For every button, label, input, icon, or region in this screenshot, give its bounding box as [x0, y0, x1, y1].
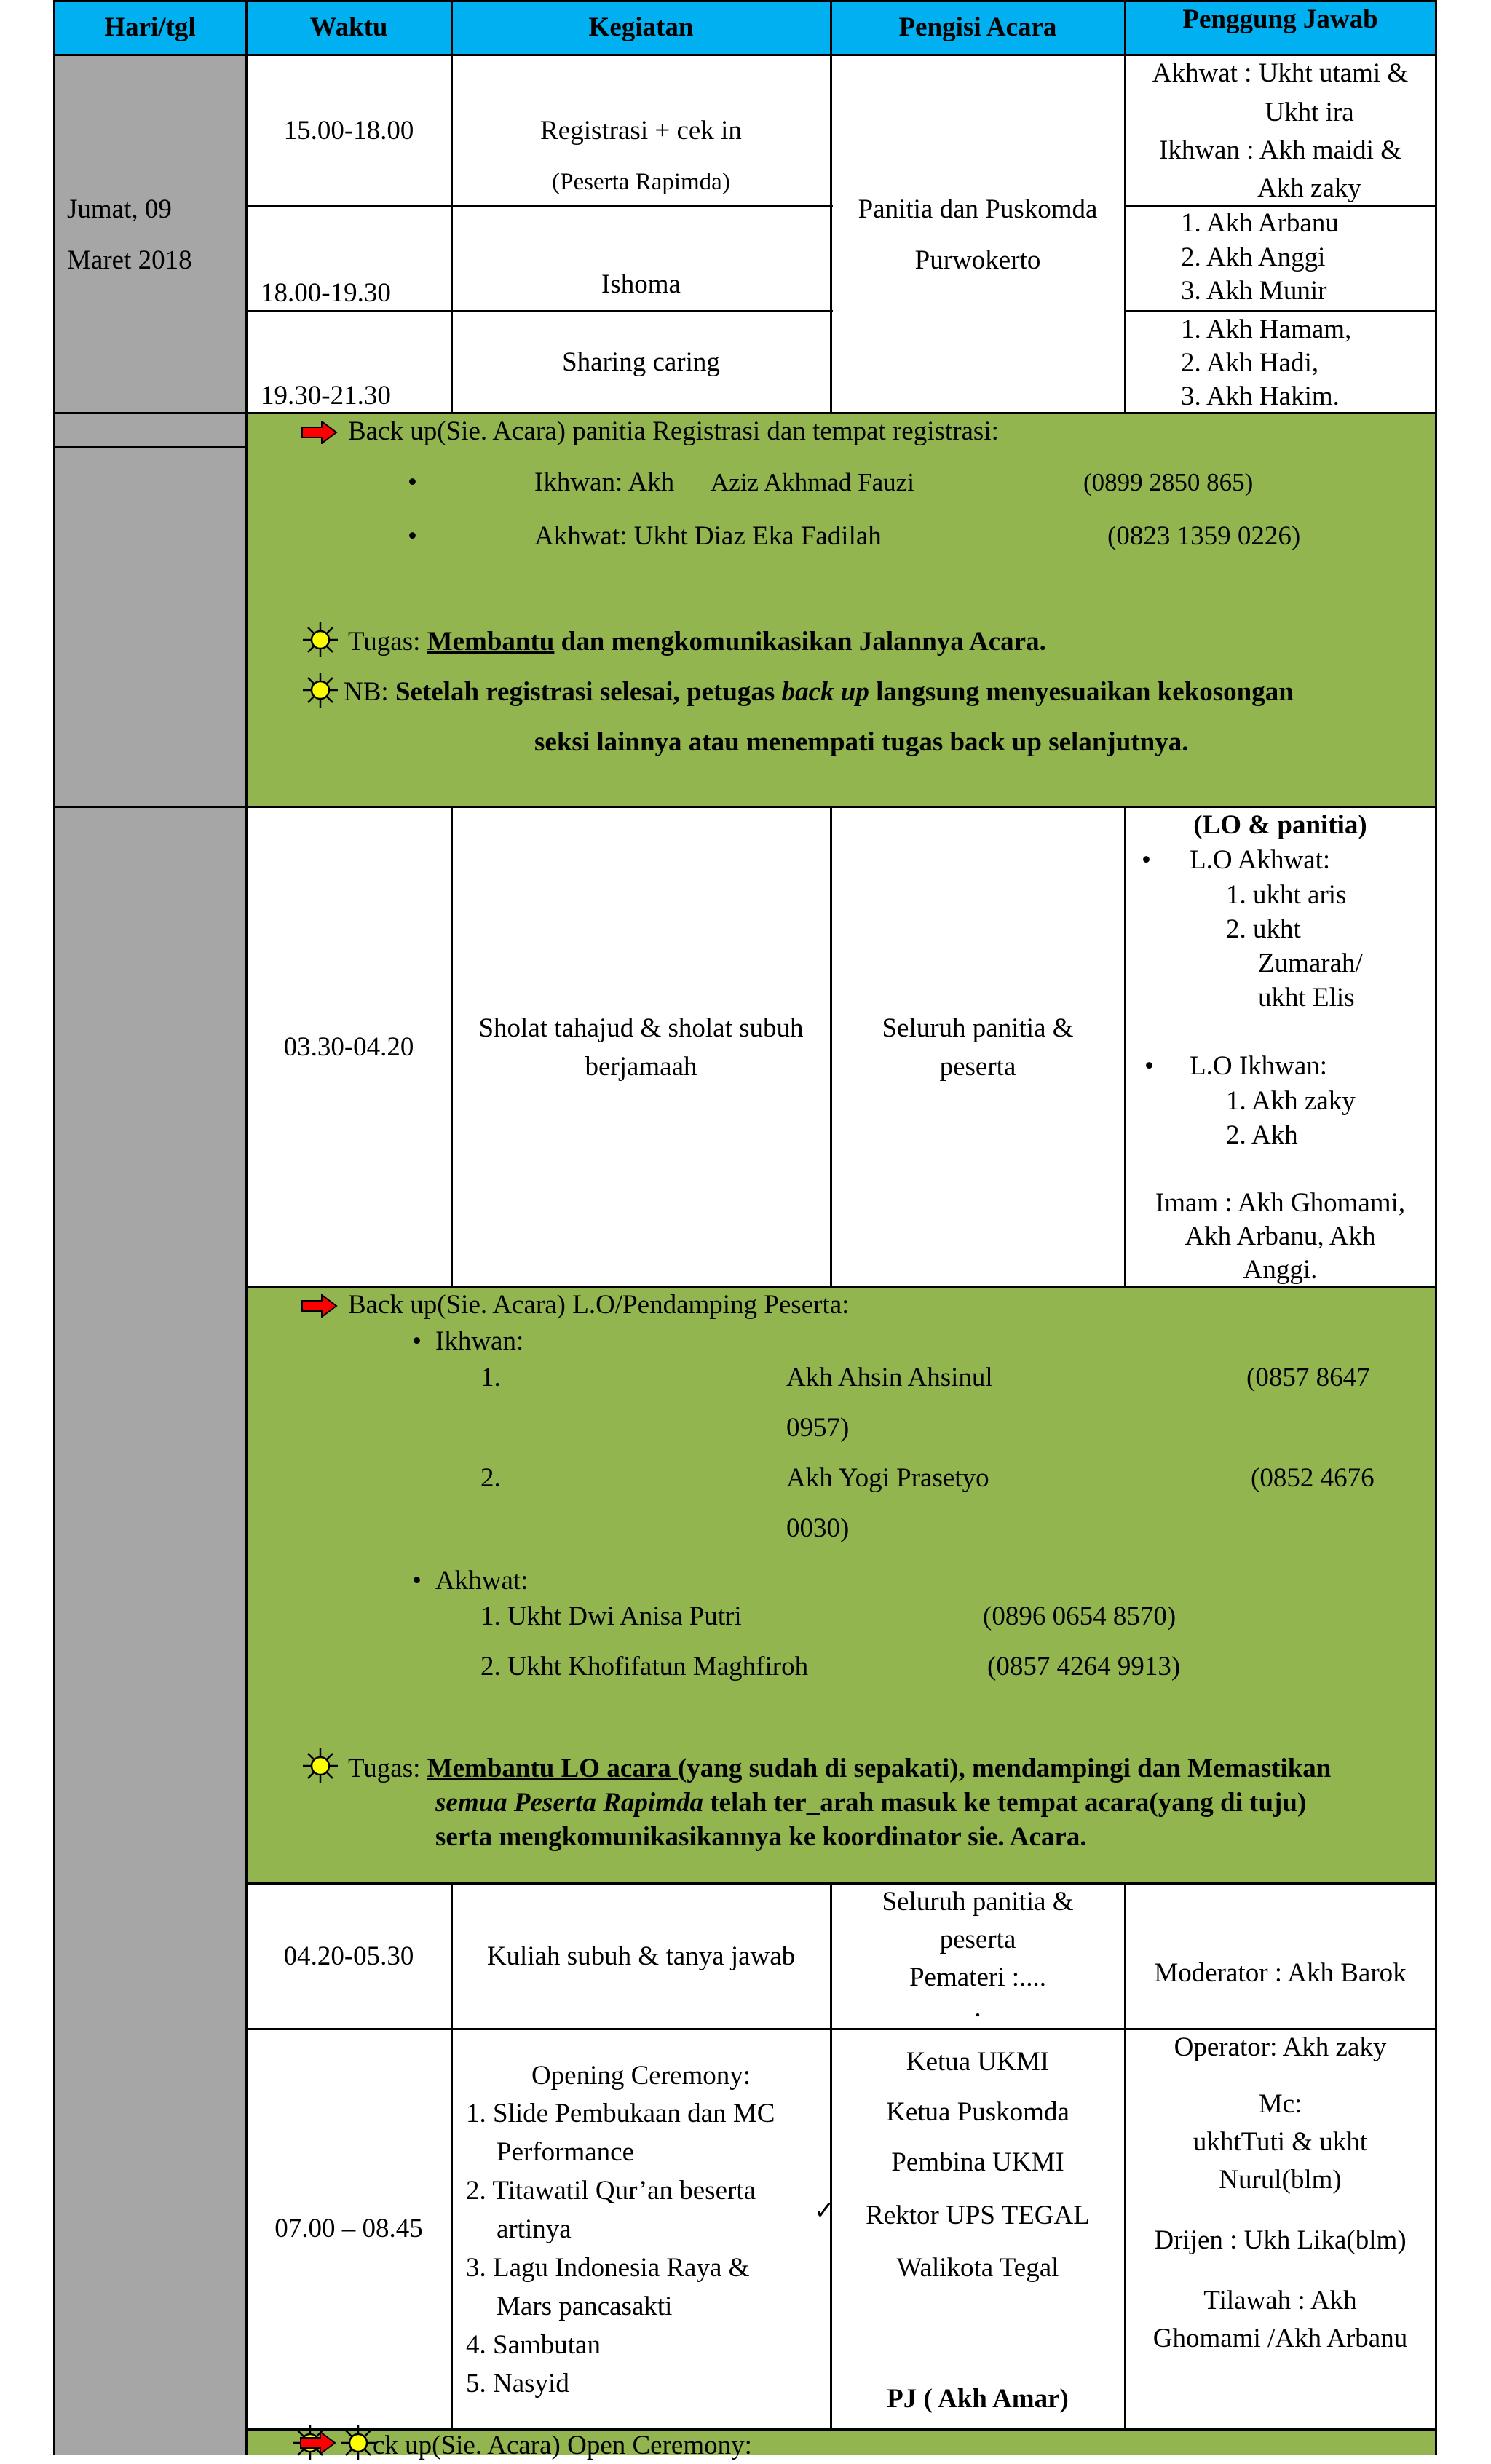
kuliah-pengisi-2: peserta [939, 1925, 1016, 1954]
bullet-dot: • [1142, 845, 1151, 875]
sun-icon [301, 1747, 339, 1785]
opening-title: Opening Ceremony: [531, 2061, 751, 2091]
bullet-dot: • [408, 467, 417, 497]
sun-icon [339, 2424, 377, 2462]
backup2-ak1: 1. Ukht Dwi Anisa Putri [480, 1601, 742, 1631]
backup2-ak2-phone: (0857 4264 9913) [987, 1652, 1181, 1681]
backup2-ik2-name: Akh Yogi Prasetyo [786, 1463, 989, 1493]
row3-activity: Sharing caring [562, 347, 720, 377]
backup1-tugas [348, 624, 1046, 660]
row1-pj-2: Ukht ira [1265, 98, 1354, 127]
opening-item-1a: 1. Slide Pembukaan dan MC [466, 2099, 775, 2128]
subuh-imam-3: Anggi. [1243, 1255, 1318, 1285]
row1-activity: Registrasi + cek in [540, 116, 742, 146]
backup1-nb-line2: seksi lainnya atau menempati tugas back up selanjutnya. [534, 727, 1189, 757]
subuh-pj-head: (LO & panitia) [1193, 810, 1367, 840]
header-hari: Hari/tgl [104, 12, 196, 42]
header-kegiatan: Kegiatan [588, 12, 694, 42]
backup1-tugas-prefix: Tugas: [348, 627, 427, 657]
opening-mc-3: Nurul(blm) [1219, 2165, 1342, 2195]
backup2-akhwat: Akhwat: [435, 1566, 529, 1596]
backup2-ik1-phone2: 0957) [786, 1413, 850, 1443]
subuh-lo-ikhwan-2: 2. Akh [1226, 1120, 1298, 1150]
arrow-right-icon [301, 421, 338, 444]
row2-time: 18.00-19.30 [261, 278, 391, 308]
sun-icon [301, 671, 339, 709]
row2-activity: Ishoma [601, 269, 681, 299]
subuh-activity-2: berjamaah [585, 1052, 697, 1082]
subuh-lo-akhwat-1: 1. ukht aris [1226, 880, 1347, 910]
subuh-activity-1: Sholat tahajud & sholat subuh [478, 1013, 804, 1043]
row2-pj-2: 2. Akh Anggi [1181, 242, 1326, 272]
backup1-date-cell [54, 413, 246, 807]
backup2-tugas-underline: Membantu LO acara [427, 1754, 678, 1783]
backup1-nb-prefix: NB: [344, 677, 395, 707]
backup2-tugas-rest: (yang sudah di sepakati), mendampingi dan Memastikan [677, 1754, 1332, 1783]
bullet-dot: • [412, 1326, 422, 1356]
opening-item-1b: Performance [497, 2137, 635, 2167]
backup1-akhwat-phone: (0823 1359 0226) [1107, 521, 1301, 551]
kuliah-pj: Moderator : Akh Barok [1154, 1958, 1407, 1988]
backup2-ik1-phone: (0857 8647 [1246, 1363, 1370, 1393]
backup2-line2-italic: semua Peserta Rapimda [435, 1788, 703, 1818]
kuliah-pengisi-3: Pemateri :.... [909, 1962, 1047, 1992]
backup2-ik1-name: Akh Ahsin Ahsinul [786, 1363, 993, 1393]
row1-pj-4: Akh zaky [1257, 173, 1361, 203]
subuh-imam-1: Imam : Akh Ghomami, [1155, 1188, 1406, 1218]
subuh-lo-akhwat-3: Zumarah/ [1258, 948, 1363, 978]
day1-date-line1: Jumat, 09 [67, 194, 172, 224]
backup2-line3: serta mengkomunikasikannya ke koordinator sie. Acara. [435, 1822, 1087, 1852]
subuh-lo-akhwat-2: 2. ukht [1226, 914, 1301, 944]
kuliah-pengisi-1: Seluruh panitia & [882, 1887, 1074, 1917]
backup3-title: ck up(Sie. Acara) Open Ceremony: [373, 2431, 752, 2460]
opening-operator: Operator: Akh zaky [1174, 2032, 1387, 2062]
opening-pj-amar: PJ ( Akh Amar) [887, 2384, 1069, 2414]
backup1-nb-b2: langsung menyesuaikan kekosongan [869, 677, 1294, 707]
backup1-nb [344, 674, 1294, 710]
row2-pj-1: 1. Akh Arbanu [1181, 208, 1339, 238]
backup1-ikhwan-name: Aziz Akhmad Fauzi [711, 468, 914, 496]
backup1-nb-b1: Setelah registrasi selesai, petugas [395, 677, 782, 707]
row3-time: 19.30-21.30 [261, 381, 391, 411]
row1-time: 15.00-18.00 [283, 116, 414, 146]
kuliah-activity: Kuliah subuh & tanya jawab [486, 1941, 796, 1971]
kuliah-pengisi-4: . [974, 1993, 981, 2023]
row1-pj-3: Ikhwan : Akh maidi & [1159, 135, 1401, 165]
arrow-right-icon [301, 1294, 338, 1318]
opening-pengisi-1: Ketua UKMI [906, 2047, 1050, 2077]
subuh-lo-akhwat: L.O Akhwat: [1190, 845, 1331, 875]
opening-pengisi-3: Pembina UKMI [891, 2147, 1064, 2177]
subuh-lo-akhwat-4: ukht Elis [1258, 983, 1355, 1013]
backup2-ak2: 2. Ukht Khofifatun Maghfiroh [480, 1652, 809, 1681]
subuh-lo-ikhwan-1: 1. Akh zaky [1226, 1086, 1356, 1116]
subuh-pengisi-2: peserta [939, 1052, 1016, 1082]
row3-pj-2: 2. Akh Hadi, [1181, 348, 1319, 378]
day2-date-cell [54, 807, 246, 2455]
header-waktu: Waktu [309, 12, 388, 42]
opening-item-2a: 2. Titawatil Qur’an beserta [466, 2176, 756, 2206]
backup2-title: Back up(Sie. Acara) L.O/Pendamping Peserta: [348, 1290, 850, 1320]
backup1-ikhwan-label: Ikhwan: Akh [534, 467, 675, 497]
header-pj: Penggung Jawab [1182, 4, 1378, 34]
opening-time: 07.00 – 08.45 [274, 2214, 423, 2243]
arrow-right-icon [300, 2431, 336, 2455]
backup1-akhwat-label: Akhwat: Ukht Diaz Eka Fadilah [534, 521, 882, 551]
backup1-ikhwan-phone: (0899 2850 865) [1083, 468, 1254, 496]
backup1-tugas-rest: dan mengkomunikasikan Jalannya Acara. [554, 627, 1046, 657]
opening-mc-2: ukhtTuti & ukht [1193, 2127, 1368, 2157]
opening-tilawah-1: Tilawah : Akh [1203, 2286, 1357, 2316]
row3-pj-1: 1. Akh Hamam, [1181, 314, 1352, 344]
opening-mc-1: Mc: [1258, 2089, 1302, 2119]
day1-date-cell [54, 55, 246, 413]
day1-pengisi-2: Purwokerto [914, 245, 1041, 275]
backup2-tugas [348, 1751, 1331, 1787]
opening-pengisi-2: Ketua Puskomda [886, 2097, 1069, 2127]
opening-item-2b: artinya [497, 2214, 572, 2244]
backup2-tugas-prefix: Tugas: [348, 1754, 427, 1783]
backup2-ak1-phone: (0896 0654 8570) [983, 1601, 1176, 1631]
kuliah-time: 04.20-05.30 [283, 1941, 414, 1971]
opening-item-4: 4. Sambutan [466, 2330, 601, 2360]
backup2-ik2-num: 2. [480, 1463, 501, 1493]
opening-drijen: Drijen : Ukh Lika(blm) [1154, 2225, 1407, 2255]
opening-pengisi-4: Rektor UPS TEGAL [866, 2200, 1090, 2230]
opening-pengisi-5: Walikota Tegal [896, 2253, 1059, 2283]
subuh-pengisi-1: Seluruh panitia & [882, 1013, 1074, 1043]
bullet-dot: • [1144, 1051, 1154, 1081]
backup2-ik2-phone2: 0030) [786, 1513, 850, 1543]
backup2-ikhwan: Ikhwan: [435, 1326, 524, 1356]
day1-date-line2: Maret 2018 [67, 245, 192, 275]
backup2-ik1-num: 1. [480, 1363, 501, 1393]
opening-item-3b: Mars pancasakti [497, 2291, 673, 2321]
opening-tilawah-2: Ghomami /Akh Arbanu [1152, 2324, 1408, 2353]
backup2-line2 [435, 1785, 1306, 1821]
bullet-dot: • [412, 1566, 422, 1596]
sun-icon [301, 621, 339, 659]
day1-pengisi-1: Panitia dan Puskomda [858, 194, 1098, 224]
row1-pj-1: Akhwat : Ukht utami & [1152, 58, 1409, 88]
subuh-imam-2: Akh Arbanu, Akh [1185, 1221, 1376, 1251]
opening-item-5: 5. Nasyid [466, 2369, 569, 2398]
opening-item-3a: 3. Lagu Indonesia Raya & [466, 2253, 750, 2283]
check-icon: ✓ [814, 2198, 835, 2225]
subuh-lo-ikhwan: L.O Ikhwan: [1190, 1051, 1328, 1081]
backup2-line2-rest: telah ter_arah masuk ke tempat acara(yang di tuju) [703, 1788, 1307, 1818]
backup1-nb-italic: back up [781, 677, 869, 707]
backup1-tugas-underline: Membantu [427, 627, 555, 657]
header-pengisi: Pengisi Acara [898, 12, 1057, 42]
row3-pj-3: 3. Akh Hakim. [1181, 381, 1340, 411]
backup1-title: Back up(Sie. Acara) panitia Registrasi dan tempat registrasi: [348, 416, 999, 446]
backup2-ik2-phone: (0852 4676 [1251, 1463, 1375, 1493]
bullet-dot: • [408, 521, 417, 551]
row1-activity-sub: (Peserta Rapimda) [552, 169, 730, 195]
row2-pj-3: 3. Akh Munir [1181, 276, 1327, 306]
subuh-time: 03.30-04.20 [283, 1032, 414, 1062]
